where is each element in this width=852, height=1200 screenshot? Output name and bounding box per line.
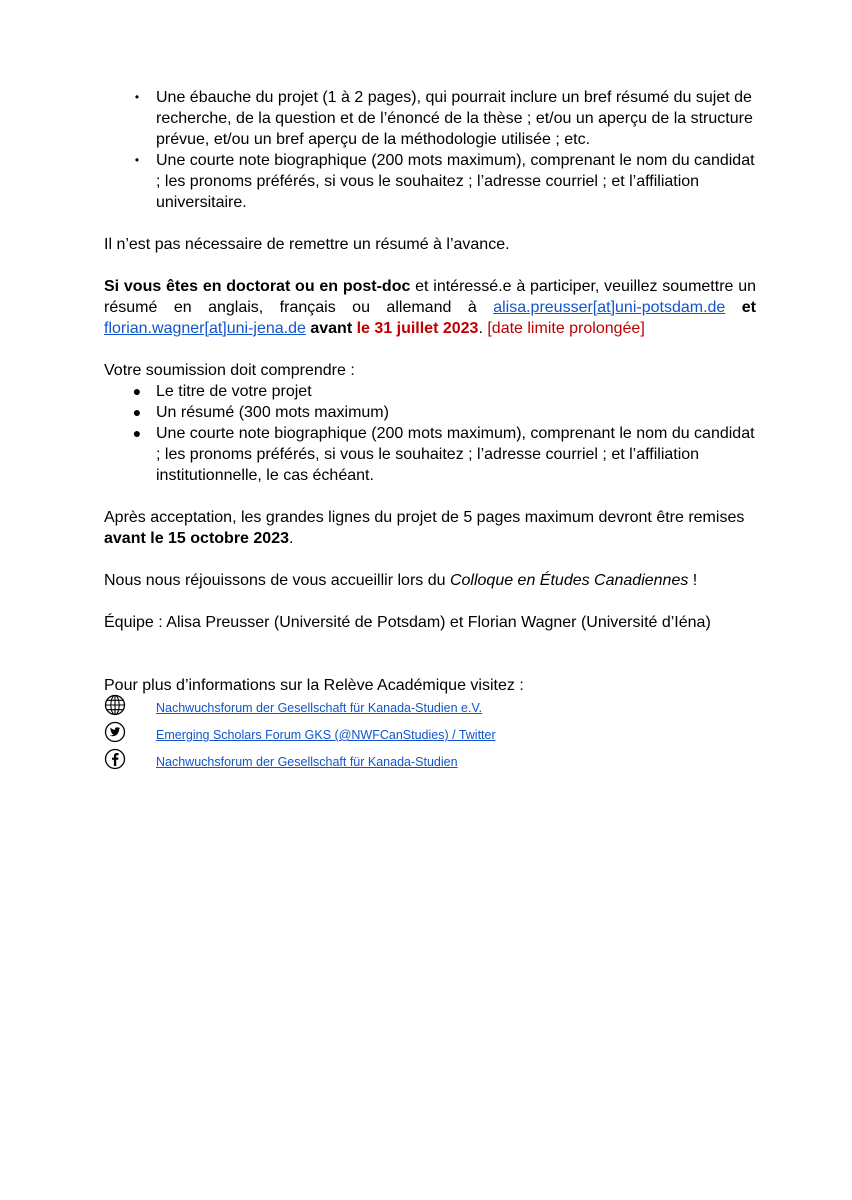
welcome-end: !: [688, 572, 698, 589]
before-word: avant: [305, 320, 357, 337]
link-row-facebook: [104, 754, 756, 781]
deadline-date: le 31 juillet 2023: [356, 320, 479, 337]
bullet: ●: [132, 383, 142, 399]
list-item-text: Le titre de votre projet: [156, 383, 312, 400]
bullet: •: [134, 90, 140, 104]
list-item-text: Un résumé (300 mots maximum): [156, 404, 389, 421]
bullet: •: [134, 153, 140, 167]
website-link[interactable]: Nachwuchsforum der Gesellschaft für Kanada-Studien e.V.: [156, 701, 483, 715]
facebook-icon: [104, 748, 126, 770]
list-item: [104, 150, 756, 213]
welcome-paragraph: [104, 570, 756, 591]
and-word: et: [725, 299, 757, 316]
twitter-link[interactable]: Emerging Scholars Forum GKS (@NWFCanStudies) / Twitter: [156, 728, 496, 742]
acceptance-text: Après acceptation, les grandes lignes du projet de 5 pages maximum devront être remises: [104, 509, 745, 526]
acceptance-end: .: [288, 530, 294, 547]
doctoral-paragraph: [104, 276, 756, 339]
list-item-text: Une ébauche du projet (1 à 2 pages), qui pourrait inclure un bref résumé du sujet de recherche, de la question et de l’énoncé de la thèse ; et/ou un aperçu de la structure prévue, et/ou un bref aperçu de la méthodologie utilisée ; etc.: [156, 89, 753, 148]
globe-icon: [104, 694, 126, 716]
social-links: [104, 700, 756, 781]
list-item: [104, 423, 756, 486]
period: .: [478, 320, 488, 337]
acceptance-paragraph: [104, 507, 756, 549]
submission-intro: Votre soumission doit comprendre :: [104, 362, 355, 379]
acceptance-deadline: avant le 15 octobre 2023: [104, 530, 289, 547]
more-info-line: Pour plus d’informations sur la Relève Académique visitez :: [104, 677, 524, 694]
bullet: ●: [132, 404, 142, 420]
submission-list: [104, 381, 756, 486]
team-line: Équipe : Alisa Preusser (Université de Potsdam) et Florian Wagner (Université d’Iéna): [104, 614, 711, 631]
list-item: [104, 402, 756, 423]
link-row-website: [104, 700, 756, 727]
list-item: [104, 87, 756, 150]
document-page: [104, 87, 756, 781]
list-item: [104, 381, 756, 402]
email-link-florian[interactable]: florian.wagner[at]uni-jena.de: [104, 320, 306, 337]
list-item-text: Une courte note biographique (200 mots maximum), comprenant le nom du candidat ; les pronoms préférés, si vous le souhaitez ; l’adresse courriel ; et l’affiliation institutionnelle, le cas échéant.: [156, 425, 755, 484]
facebook-link[interactable]: Nachwuchsforum der Gesellschaft für Kanada-Studien: [156, 755, 458, 769]
list-item-text: Une courte note biographique (200 mots maximum), comprenant le nom du candidat ; les pronoms préférés, si vous le souhaitez ; l’adresse courriel ; et l’affiliation universitaire.: [156, 152, 755, 211]
bullet: ●: [132, 425, 142, 441]
doctoral-text: et intéressé.e à participer, veuillez soumettre un résumé en anglais, français ou allemand à: [104, 278, 756, 316]
project-requirements-list: [104, 87, 756, 213]
welcome-text: Nous nous réjouissons de vous accueillir lors du: [104, 572, 450, 589]
link-row-twitter: [104, 727, 756, 754]
colloquium-name: Colloque en Études Canadiennes: [449, 572, 689, 589]
extended-deadline-note: [date limite prolongée]: [487, 320, 645, 337]
twitter-icon: [104, 721, 126, 743]
no-summary-note: Il n’est pas nécessaire de remettre un résumé à l’avance.: [104, 236, 510, 253]
doctoral-intro: Si vous êtes en doctorat ou en post-doc: [104, 278, 411, 295]
email-link-alisa[interactable]: alisa.preusser[at]uni-potsdam.de: [493, 299, 726, 316]
